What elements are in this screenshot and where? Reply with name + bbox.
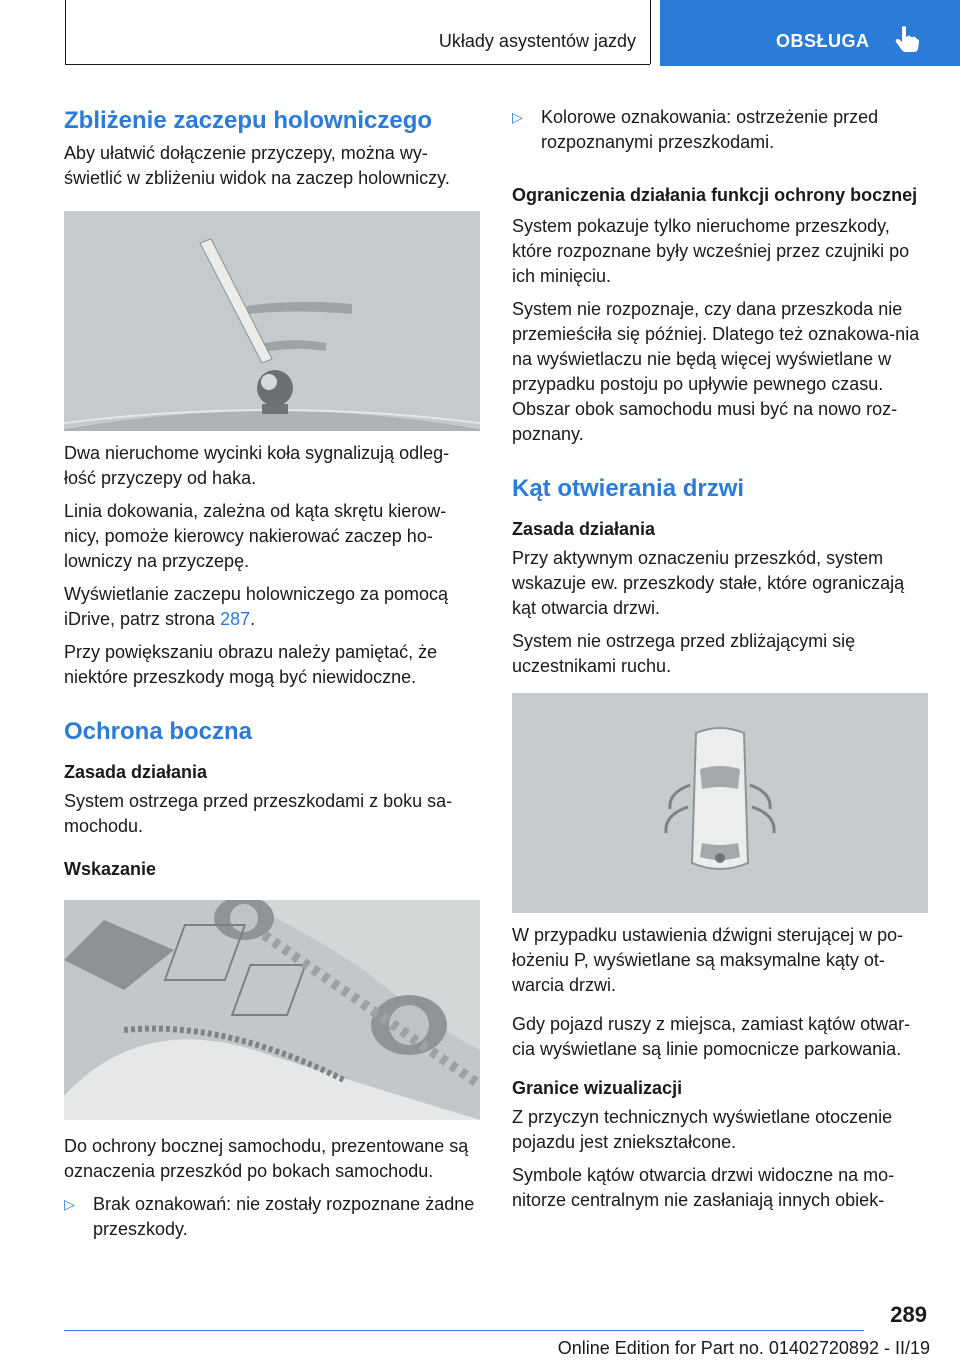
tow-text-4: Przy powiększaniu obrazu należy pamiętać, że niektóre przeszkody mogą być niewidoczne. [64, 642, 438, 687]
header-right-rule [650, 0, 651, 64]
page-number: 289 [890, 1302, 927, 1327]
page-link-287[interactable]: 287 [220, 609, 251, 629]
limits-text-2: System nie rozpoznaje, czy dana przeszkoda nie przemieściła się później. Dlatego też oznakowa-nia na wyświetlaczu nie będą więcej wyświetlane w przypadku postoju po upływie pewnego czasu. Obszar obok samochodu musi być na nowo roz-poznany. [512, 299, 920, 444]
heading-side-principle: Zasada działania [64, 762, 208, 782]
left-column [64, 100, 480, 1242]
door-text-4: Gdy pojazd ruszy z miejsca, zamiast kątów otwar-cia wyświetlane są linie pomocnicze parkowania. [512, 1014, 911, 1059]
chapter-tab-label: OBSŁUGA [776, 31, 870, 51]
list-item-colored-markings: ▷ Kolorowe oznakowania: ostrzeżenie przed rozpoznanymi przeszkodami. [512, 107, 879, 152]
tow-text-1: Dwa nieruchome wycinki koła sygnalizują odleg-łość przyczepy od haka. [64, 443, 450, 488]
header-left-rule [65, 0, 66, 64]
tow-intro-text: Aby ułatwić dołączenie przyczepy, można wy-świetlić w zbliżeniu widok na zaczep holowniczy. [64, 143, 450, 188]
side-protection-figure [64, 900, 480, 1120]
heading-vis-limits: Granice wizualizacji [512, 1078, 683, 1098]
vis-text-2: Symbole kątów otwarcia drzwi widoczne na mo-nitorze centralnym nie zasłaniają innych obiek- [512, 1165, 895, 1210]
side-principle-text: System ostrzega przed przeszkodami z boku sa-mochodu. [64, 791, 453, 836]
tow-hitch-figure [64, 211, 480, 431]
heading-side-limits: Ograniczenia działania funkcji ochrony bocznej [512, 185, 918, 205]
vis-text-1: Z przyczyn technicznych wyświetlane otoczenie pojazdu jest zniekształcone. [512, 1107, 893, 1152]
tow-text-2: Linia dokowania, zależna od kąta skrętu kierow-nicy, pomoże kierowcy nakierować zaczep ho-lowniczy na przyczepę. [64, 501, 447, 571]
heading-door-principle: Zasada działania [512, 519, 656, 539]
heading-side-protection: Ochrona boczna [64, 718, 253, 745]
triangle-bullet-icon: ▷ [512, 109, 523, 125]
list-item-no-markings: ▷ Brak oznakowań: nie zostały rozpoznane żadne przeszkody. [64, 1194, 475, 1239]
limits-text-1: System pokazuje tylko nieruchome przeszkody, które rozpoznane były wcześniej przez czujniki po ich minięciu. [512, 216, 910, 286]
side-display-text: Do ochrony bocznej samochodu, prezentowane są oznaczenia przeszkód po bokach samochodu. [64, 1136, 469, 1181]
footer-rule [64, 1330, 864, 1331]
heading-door-angle: Kąt otwierania drzwi [512, 475, 745, 502]
section-title: Układy asystentów jazdy [438, 31, 636, 51]
door-text-1: Przy aktywnym oznaczeniu przeszkód, system wskazuje ew. przeszkody stałe, które ograniczają kąt otwarcia drzwi. [512, 548, 905, 618]
heading-display: Wskazanie [64, 859, 157, 879]
header-bottom-rule [65, 64, 650, 65]
door-text-2: System nie ostrzega przed zbliżającymi się uczestnikami ruchu. [512, 631, 856, 676]
tow-text-3: Wyświetlanie zaczepu holowniczego za pomocą iDrive, patrz strona 287. [64, 584, 449, 629]
right-column [512, 100, 928, 1213]
edition-footer: Online Edition for Part no. 01402720892 - II/19 [557, 1338, 930, 1358]
door-text-3: W przypadku ustawienia dźwigni sterującej w po-łożeniu P, wyświetlane są maksymalne kąty ot-warcia drzwi. [512, 925, 904, 995]
door-angle-figure [512, 693, 928, 913]
hand-pointer-icon [892, 24, 922, 54]
triangle-bullet-icon: ▷ [64, 1196, 75, 1212]
heading-tow-hitch-zoom: Zbliżenie zaczepu holowniczego [64, 107, 433, 134]
